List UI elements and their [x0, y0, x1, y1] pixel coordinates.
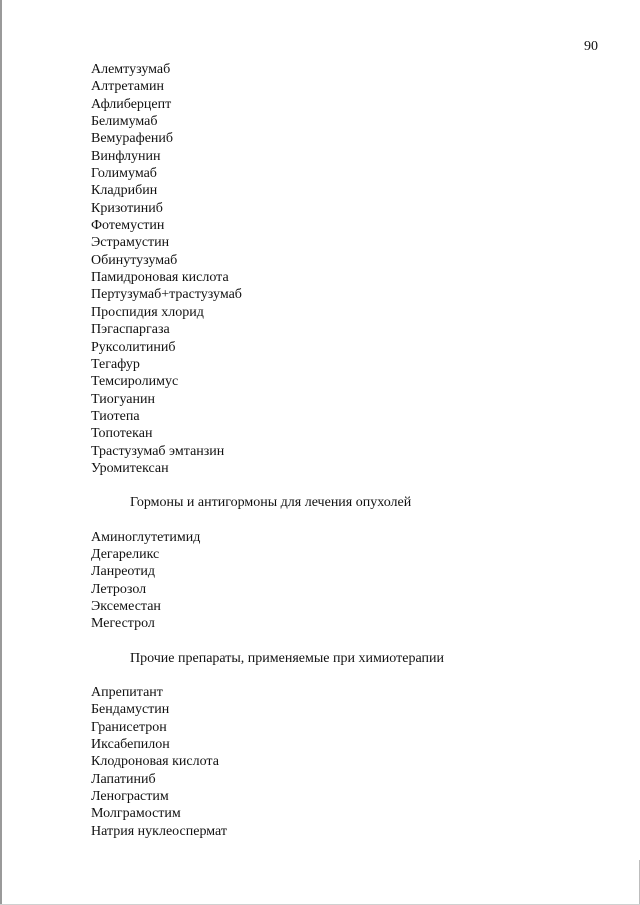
drug-list-item: Алемтузумаб: [91, 62, 171, 77]
drug-list-item: Памидроновая кислота: [91, 270, 229, 286]
drug-list-item: Летрозол: [91, 581, 147, 597]
drug-list-chemotherapy-other: [91, 684, 591, 840]
section-heading-chemotherapy-other: Прочие препараты, применяемые при химиотерапии: [130, 650, 444, 666]
drug-list-item: Фотемустин: [91, 218, 165, 234]
drug-list-item: Гранисетрон: [91, 719, 167, 735]
drug-list-item: Дегареликс: [91, 546, 160, 562]
drug-list-item: Клодроновая кислота: [91, 754, 219, 770]
drug-list-item: Кризотиниб: [91, 200, 163, 216]
drug-list-item: Проспидия хлорид: [91, 304, 204, 320]
drug-list-item: Мегестрол: [91, 616, 155, 632]
drug-list-item: Эксеместан: [91, 598, 161, 614]
drug-list-item: Белимумаб: [91, 114, 158, 130]
drug-list-item: Пэгаспаргаза: [91, 322, 170, 338]
drug-list-antineoplastic: [91, 61, 591, 477]
drug-list-item: Кладрибин: [91, 183, 158, 199]
drug-list-item: Темсиролимус: [91, 374, 179, 390]
drug-list-item: Бендамустин: [91, 702, 170, 718]
section-heading-hormones: Гормоны и антигормоны для лечения опухолей: [130, 495, 412, 511]
drug-list-item: Аминоглутетимид: [91, 529, 201, 545]
drug-list-hormones: [91, 529, 591, 633]
drug-list-item: Топотекан: [91, 426, 153, 442]
drug-list-item: Руксолитиниб: [91, 339, 176, 355]
drug-list-item: Молграмостим: [91, 806, 181, 822]
page-number: 90: [584, 39, 598, 54]
drug-list-item: Натрия нуклеоспермат: [91, 823, 227, 839]
drug-list-item: Алтретамин: [91, 79, 164, 95]
drug-list-item: Винфлунин: [91, 148, 161, 164]
drug-list-item: Иксабепилон: [91, 737, 170, 753]
document-content: [91, 61, 591, 840]
drug-list-item: Обинутузумаб: [91, 252, 178, 268]
drug-list-item: Лапатиниб: [91, 771, 156, 787]
drug-list-item: Тегафур: [91, 356, 140, 372]
drug-list-item: Голимумаб: [91, 166, 157, 182]
drug-list-item: Пертузумаб+трастузумаб: [91, 287, 242, 303]
drug-list-item: Апрепитант: [91, 685, 163, 700]
drug-list-item: Уромитексан: [91, 460, 169, 476]
drug-list-item: Тиотепа: [91, 408, 140, 424]
page-left-edge: [0, 0, 2, 905]
drug-list-item: Эстрамустин: [91, 235, 170, 251]
drug-list-item: Вемурафениб: [91, 131, 174, 147]
drug-list-item: Трастузумаб эмтанзин: [91, 443, 225, 459]
drug-list-item: Афлиберцепт: [91, 96, 172, 112]
drug-list-item: Тиогуанин: [91, 391, 155, 407]
drug-list-item: Ленограстим: [91, 789, 169, 805]
drug-list-item: Ланреотид: [91, 564, 155, 580]
